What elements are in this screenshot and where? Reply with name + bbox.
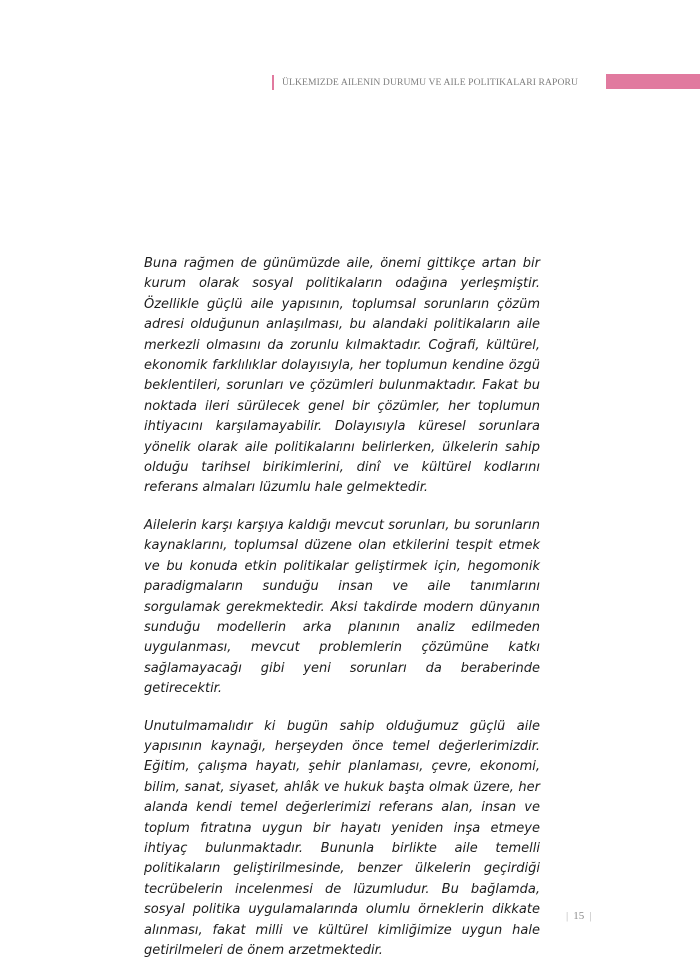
paragraph-3: Unutulmamalıdır ki bugün sahip olduğumuz güçlü aile yapısının kaynağı, herşeyden önce temel değerlerimizdir. Eğitim, çalışma hayatı, şehir planlaması, çevre, ekonomi, bilim, sanat, siyaset, ahlâk ve hukuk başta olmak üzere, her alanda kendi temel değerlerimizi referans alan, insan ve toplum fıtratına uygun bir hayatı yeniden inşa etmeye ihtiyaç bulunmaktadır. Bununla birlikte aile temelli politikaların geliştirilmesinde, benzer ülkelerin geçirdiği tecrübelerin incelenmesi de lüzumludur. Bu bağlamda, sosyal politika uygulamalarında olumlu örneklerin dikkate alınması, fakat milli ve kültürel kimliğimize uygun hale getirilmeleri de önem arzetmektedir.	[144, 718, 540, 958]
paragraph-2: Ailelerin karşı karşıya kaldığı mevcut sorunları, bu sorunların kaynaklarını, toplumsal düzene olan etkilerini tespit etmek ve bu konuda etkin politikalar geliştirmek için, hegomonik paradigmaların sunduğu insan ve aile tanımlarını sorgulamak gerekmektedir. Aksi takdirde modern dünyanın sunduğu modellerin arka planının analiz edilmeden uygulanması, mevcut problemlerin çözümüne katkı sağlamayacağı gibi yeni sorunları da beraberinde getirecektir.	[144, 517, 540, 697]
page-number-divider-left: |	[566, 910, 569, 922]
header-accent-block	[606, 74, 700, 89]
header-accent-line	[272, 75, 274, 90]
page-number-divider-right: |	[589, 910, 592, 922]
running-header	[272, 74, 578, 90]
paragraph-1: Buna rağmen de günümüzde aile, önemi gittikçe artan bir kurum olarak sosyal politikaların odağına yerleşmiştir. Özellikle güçlü aile yapısının, toplumsal sorunların çözüm adresi olduğunun anlaşılması, bu alandaki politikaların aile merkezli olmasını da zorunlu kılmaktadır. Coğrafi, kültürel, ekonomik farklılıklar dolayısıyla, her toplumun kendine özgü beklentileri, sorunları ve çözümleri bulunmaktadır. Fakat bu noktada ileri sürülecek genel bir çözümler, her toplumun ihtiyacını karşılamayabilir. Dolayısıyla küresel sorunlara yönelik olarak aile politikalarını belirlerken, ülkelerin sahip olduğu tarihsel birikimlerini, dinî ve kültürel kodlarını referans almaları lüzumlu hale gelmektedir.	[144, 256, 540, 496]
page-number	[566, 910, 591, 922]
running-header-title: ÜLKEMIZDE AILENIN DURUMU VE AILE POLITIKALARI RAPORU	[282, 76, 579, 88]
page-number-value: 15	[573, 910, 585, 922]
body-text	[144, 254, 540, 978]
